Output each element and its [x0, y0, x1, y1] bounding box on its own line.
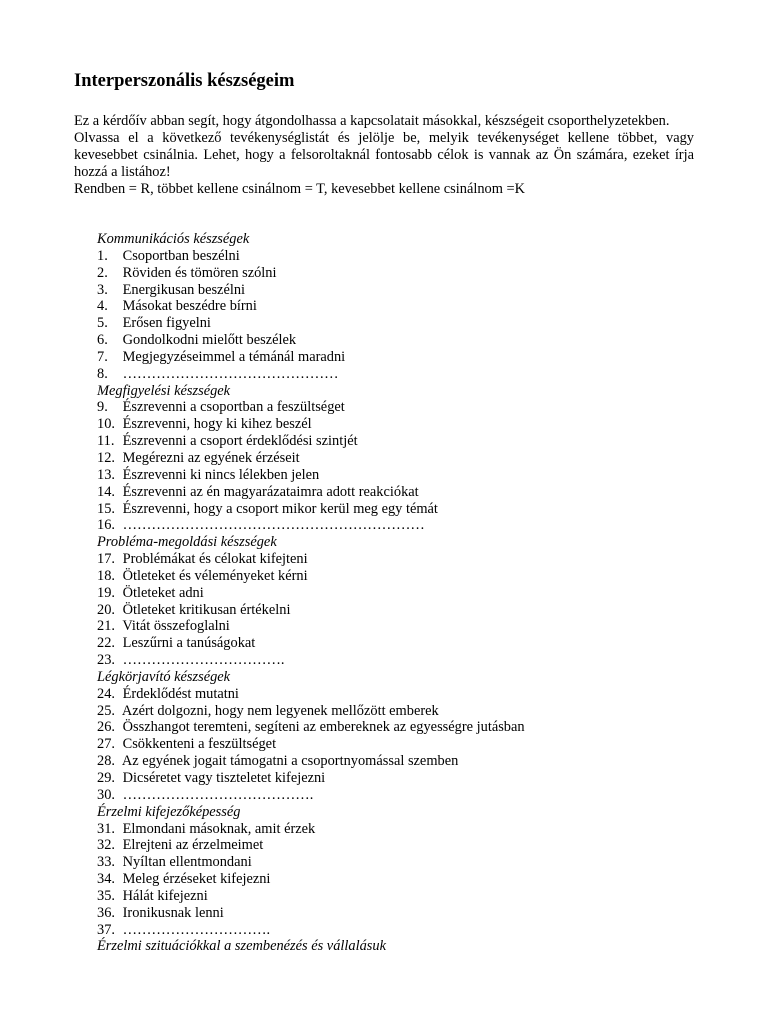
list-item-number: 9. [97, 399, 108, 416]
list-item-number: 30. [97, 786, 115, 803]
section-heading: Érzelmi szituációkkal a szembenézés és vállalásuk [97, 938, 386, 955]
list-item-text: Leszűrni a tanúságokat [122, 635, 256, 652]
section-heading: Érzelmi kifejezőképesség [97, 803, 241, 820]
list-item-number: 19. [97, 584, 115, 601]
list-item [97, 837, 697, 854]
list-item-number: 34. [97, 871, 115, 888]
list-item-text: Összhangot teremteni, segíteni az embereknek az egyességre jutásban [122, 719, 525, 736]
intro-paragraph-purpose: Ez a kérdőív abban segít, hogy átgondolhassa a kapcsolatait másokkal, készségeit csoporthelyzetekben. [74, 113, 670, 129]
list-item [97, 332, 697, 349]
list-item [97, 871, 697, 888]
list-item [97, 618, 697, 635]
list-item [97, 433, 697, 450]
list-item-number: 11. [97, 433, 115, 450]
list-item-text: Azért dolgozni, hogy nem legyenek mellőzött emberek [121, 702, 439, 719]
list-item-number: 37. [97, 921, 115, 938]
list-item-text: Hálát kifejezni [122, 887, 208, 904]
list-item-text: Az egyének jogait támogatni a csoportnyomással szemben [121, 753, 459, 770]
list-item-number: 33. [97, 854, 115, 871]
list-item-number: 17. [97, 551, 115, 568]
list-item-text: ……………………………………… [122, 365, 339, 382]
list-item [97, 501, 697, 518]
list-item [97, 922, 697, 939]
intro-text [74, 113, 694, 198]
list-item [97, 821, 697, 838]
list-item-number: 13. [97, 466, 115, 483]
list-item-text: Gondolkodni mielőtt beszélek [122, 332, 297, 349]
list-item-text: Ironikusnak lenni [122, 904, 224, 921]
intro-paragraph-instructions: Olvassa el a következő tevékenységlistát és jelölje be, melyik tevékenységet kellene többet, vagy kevesebbet csinálnia. Lehet, hogy a felsoroltaknál fontosabb célok is vannak az Ön számára, ezeket írja hozzá a listához! [74, 130, 694, 180]
list-item [97, 551, 697, 568]
section-heading: Megfigyelési készségek [97, 382, 231, 399]
list-item [97, 753, 697, 770]
list-item-text: Megjegyzéseimmel a témánál maradni [122, 348, 346, 365]
list-item-number: 2. [97, 264, 108, 281]
list-item-number: 24. [97, 685, 115, 702]
list-item-text: Nyíltan ellentmondani [122, 854, 252, 871]
list-item-text: Észrevenni a csoportban a feszültséget [122, 399, 345, 416]
list-item-text: Észrevenni az én magyarázataimra adott reakciókat [122, 483, 419, 500]
list-item-number: 35. [97, 887, 115, 904]
list-item-text: Erősen figyelni [122, 315, 211, 332]
list-item [97, 349, 697, 366]
list-item-number: 12. [97, 449, 115, 466]
list-item [97, 736, 697, 753]
list-item-text: Ötleteket adni [122, 584, 204, 601]
list-item-text: …………………………………. [122, 786, 314, 803]
list-item-number: 36. [97, 904, 115, 921]
list-item-text: Meleg érzéseket kifejezni [122, 871, 271, 888]
list-item [97, 265, 697, 282]
list-item-number: 31. [97, 820, 115, 837]
list-item [97, 366, 697, 383]
list-item [97, 652, 697, 669]
list-item-text: Elrejteni az érzelmeimet [122, 837, 264, 854]
list-item [97, 770, 697, 787]
list-item [97, 282, 697, 299]
list-item-text: Röviden és tömören szólni [122, 264, 277, 281]
list-item [97, 905, 697, 922]
list-item-number: 21. [97, 618, 115, 635]
list-item-text: Vitát összefoglalni [122, 618, 230, 635]
list-item-number: 27. [97, 736, 115, 753]
list-item-text: Csökkenteni a feszültséget [122, 736, 277, 753]
list-item-text: Dicséretet vagy tiszteletet kifejezni [122, 770, 326, 786]
document-title: Interperszonális készségeim [74, 71, 295, 91]
list-item-number: 28. [97, 753, 115, 770]
list-item-number: 8. [97, 365, 108, 382]
list-item-text: Észrevenni a csoport érdeklődési szintjét [122, 433, 358, 450]
list-item-number: 5. [97, 315, 108, 332]
section-heading: Légkörjavító készségek [97, 668, 231, 685]
list-item [97, 450, 697, 467]
intro-paragraph-legend: Rendben = R, többet kellene csinálnom = T, kevesebbet kellene csinálnom =K [74, 181, 526, 197]
list-item-number: 3. [97, 281, 108, 298]
list-item-number: 6. [97, 332, 108, 349]
list-item [97, 635, 697, 652]
list-item-number: 23. [97, 652, 115, 669]
list-item-text: Másokat beszédre bírni [122, 298, 257, 315]
list-item [97, 467, 697, 484]
list-item-text: Érdeklődést mutatni [122, 685, 239, 702]
list-item [97, 315, 697, 332]
list-item [97, 416, 697, 433]
list-item-number: 26. [97, 719, 115, 736]
list-item-number: 20. [97, 601, 115, 618]
list-item-text: Csoportban beszélni [122, 247, 240, 264]
list-item-text: Energikusan beszélni [122, 281, 246, 298]
list-item [97, 568, 697, 585]
list-item-text: Megérezni az egyének érzéseit [122, 449, 300, 466]
list-item [97, 484, 697, 501]
list-item [97, 585, 697, 602]
list-item-text: …………………………. [122, 921, 271, 938]
list-item-number: 22. [97, 635, 115, 652]
list-item [97, 399, 697, 416]
list-item [97, 719, 697, 736]
list-item-number: 4. [97, 298, 108, 315]
section-heading: Kommunikációs készségek [97, 231, 250, 247]
list-item [97, 888, 697, 905]
list-item-text: Ötleteket kritikusan értékelni [122, 601, 291, 618]
list-item-number: 14. [97, 483, 115, 500]
list-item-text: Elmondani másoknak, amit érzek [122, 820, 316, 837]
skills-list [97, 231, 697, 955]
list-item-number: 32. [97, 837, 115, 854]
list-item-number: 10. [97, 416, 115, 433]
list-item-number: 29. [97, 770, 115, 786]
list-item-number: 25. [97, 702, 115, 719]
list-item-text: ……………………………………………………… [122, 517, 425, 534]
list-item [97, 517, 697, 534]
list-item-text: Észrevenni, hogy ki kihez beszél [122, 416, 312, 433]
list-item-number: 1. [97, 247, 108, 264]
list-item [97, 787, 697, 804]
list-item [97, 686, 697, 703]
list-item-text: Észrevenni ki nincs lélekben jelen [122, 466, 320, 483]
list-item-number: 16. [97, 517, 115, 534]
list-item-number: 15. [97, 500, 115, 517]
section-heading: Probléma-megoldási készségek [97, 534, 277, 551]
list-item-text: Problémákat és célokat kifejteni [122, 551, 308, 568]
list-item-number: 7. [97, 348, 108, 365]
list-item-number: 18. [97, 567, 115, 584]
list-item [97, 703, 697, 720]
list-item [97, 248, 697, 265]
list-item-text: ……………………………. [122, 652, 285, 669]
list-item [97, 298, 697, 315]
list-item [97, 602, 697, 619]
list-item-text: Észrevenni, hogy a csoport mikor kerül meg egy témát [122, 500, 438, 517]
list-item [97, 854, 697, 871]
list-item-text: Ötleteket és véleményeket kérni [122, 567, 308, 584]
